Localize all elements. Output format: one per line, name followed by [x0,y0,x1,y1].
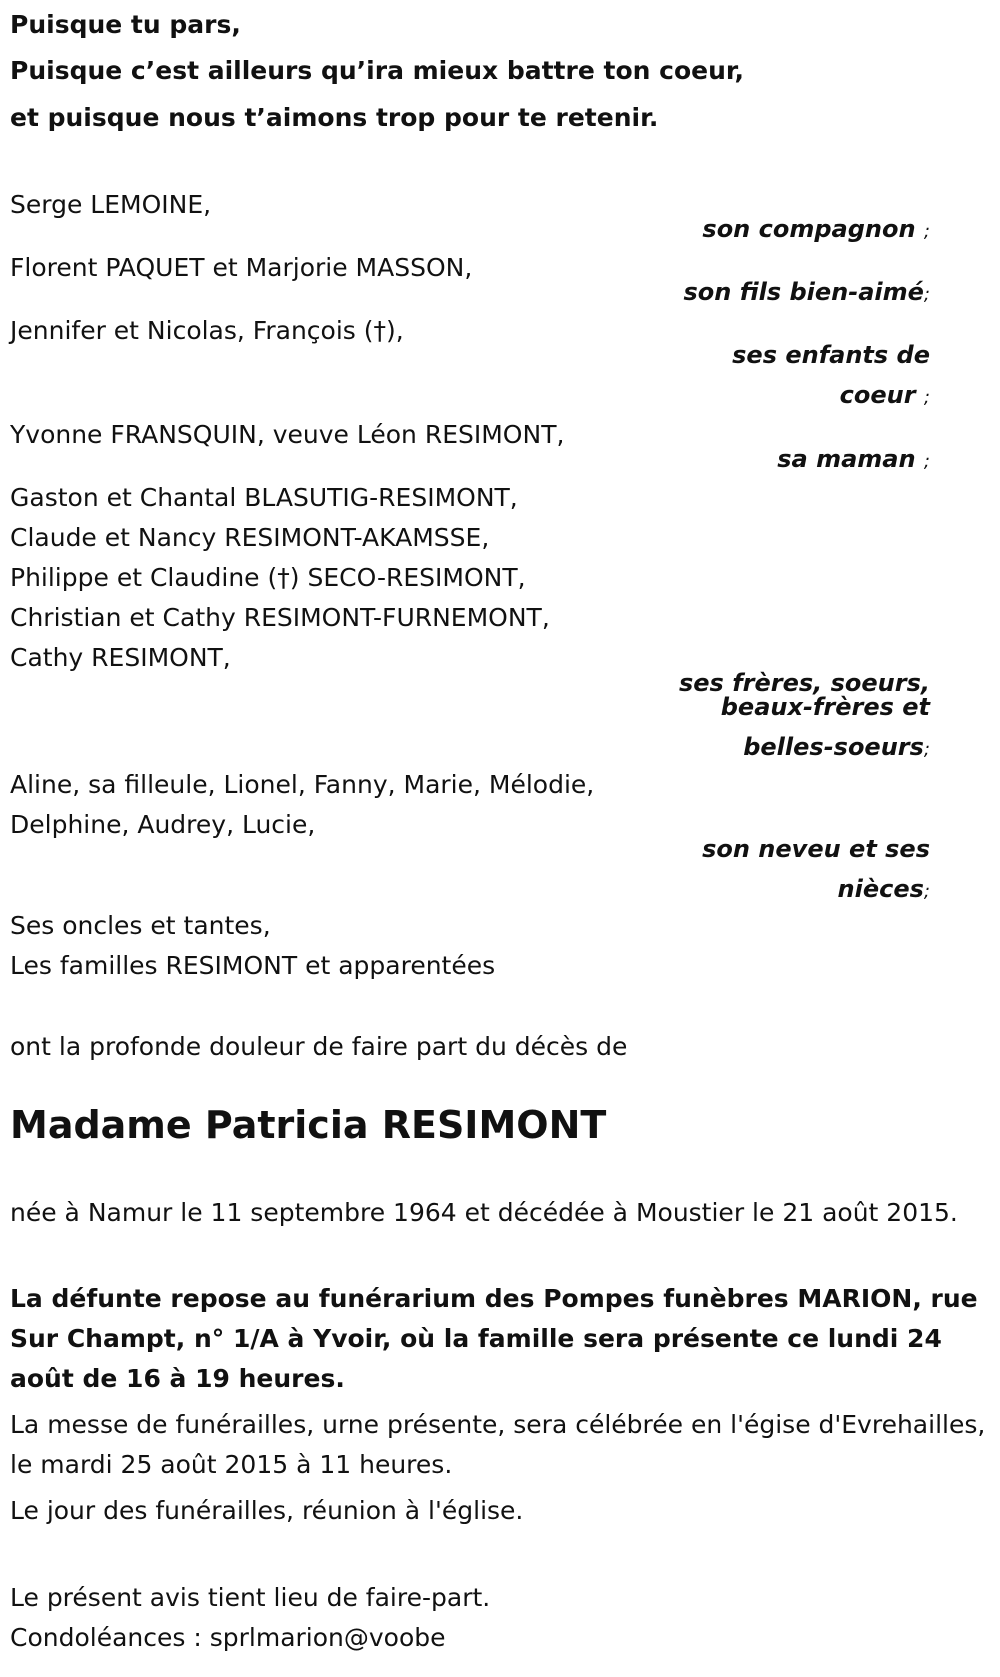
role-label: son compagnon ; [702,215,930,243]
family-name: Ses oncles et tantes, [10,911,271,940]
role-label: coeur ; [839,381,930,409]
role-label: belles-soeurs; [743,733,930,761]
family-name: Florent PAQUET et Marjorie MASSON, [10,253,473,282]
birth-death-text: née à Namur le 11 septembre 1964 et décédée à Moustier le 21 août 2015. [10,1198,958,1227]
notice-text: Le présent avis tient lieu de faire-part. [10,1583,491,1612]
family-name: Cathy RESIMONT, [10,643,231,672]
family-name: Delphine, Audrey, Lucie, [10,810,316,839]
family-name: Gaston et Chantal BLASUTIG-RESIMONT, [10,483,518,512]
role-label: son fils bien-aimé; [683,278,930,306]
role-label: son neveu et ses [702,835,930,863]
role-label: ses frères, soeurs, [678,669,930,697]
role-label: sa maman ; [777,445,930,473]
poem-line-2: Puisque c’est ailleurs qu’ira mieux battre ton coeur, [10,56,745,85]
funerarium-text: La défunte repose au funérarium des Pompes funèbres MARION, rue Sur Champt, n° 1/A à Yvoir, où la famille sera présente ce lundi 24 août de 16 à 19 heures. [10,1284,978,1393]
family-name: Yvonne FRANSQUIN, veuve Léon RESIMONT, [10,420,565,449]
family-name: Claude et Nancy RESIMONT-AKAMSSE, [10,523,490,552]
mass-text: La messe de funérailles, urne présente, sera célébrée en l'égise d'Evrehailles, le mardi 25 août 2015 à 11 heures. [10,1410,986,1479]
poem-line-1: Puisque tu pars, [10,10,241,39]
deceased-name: Madame Patricia RESIMONT [10,1103,607,1147]
role-label: ses enfants de [732,341,930,369]
announcement-text: ont la profonde douleur de faire part du décès de [10,1032,628,1061]
family-name: Les familles RESIMONT et apparentées [10,951,496,980]
family-name: Aline, sa filleule, Lionel, Fanny, Marie, Mélodie, [10,770,595,799]
poem-line-3: et puisque nous t’aimons trop pour te retenir. [10,103,659,132]
role-label: nièces; [837,875,930,903]
role-label: beaux-frères et [720,693,930,721]
condolences-text: Condoléances : sprlmarion@voobe [10,1623,446,1652]
family-name: Christian et Cathy RESIMONT-FURNEMONT, [10,603,550,632]
family-name: Serge LEMOINE, [10,190,212,219]
meeting-text: Le jour des funérailles, réunion à l'église. [10,1496,524,1525]
family-name: Jennifer et Nicolas, François (†), [10,316,404,345]
family-name: Philippe et Claudine (†) SECO-RESIMONT, [10,563,526,592]
